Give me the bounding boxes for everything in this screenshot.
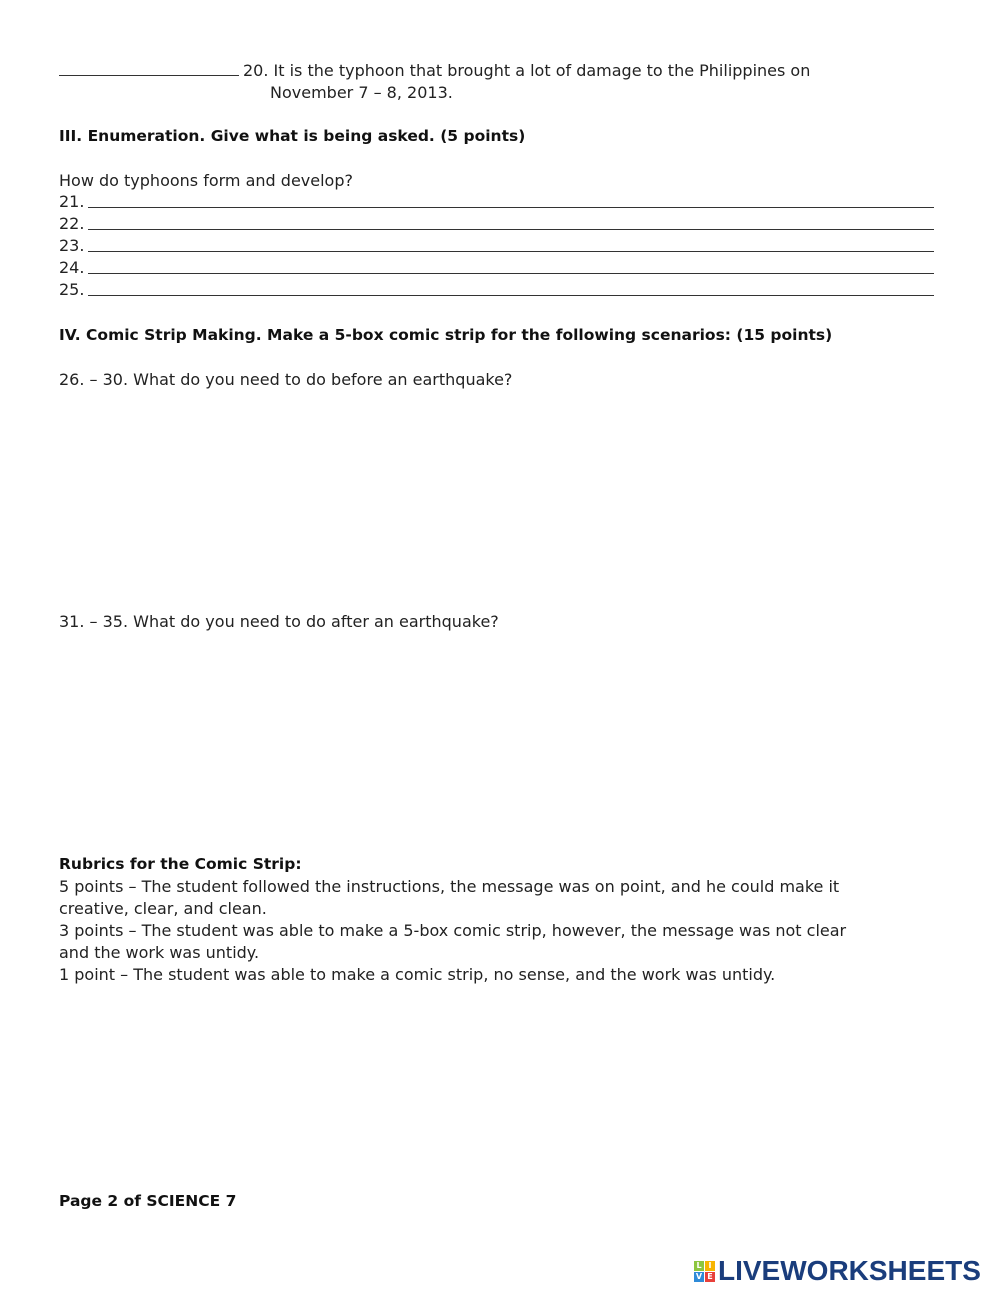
question-20-text: 20. It is the typhoon that brought a lot of damage to the Philippines on <box>243 61 811 80</box>
answer-row-23 <box>59 233 934 255</box>
logo-tile: L <box>694 1261 704 1271</box>
rubric-line: 5 points – The student followed the instructions, the message was on point, and he could make it <box>59 877 840 896</box>
rubrics-list <box>59 876 939 986</box>
answer-line-21[interactable] <box>88 207 934 208</box>
answer-line-22[interactable] <box>88 229 934 230</box>
comic-prompt-before: 26. – 30. What do you need to do before an earthquake? <box>59 370 513 389</box>
item-number: 24. <box>59 258 85 277</box>
item-number: 23. <box>59 236 85 255</box>
question-20 <box>59 61 810 80</box>
rubric-line: and the work was untidy. <box>59 943 260 962</box>
answer-row-25 <box>59 277 934 299</box>
answer-row-24 <box>59 255 934 277</box>
section-3-title: III. Enumeration. Give what is being asked. (5 points) <box>59 127 526 145</box>
answer-line-24[interactable] <box>88 273 934 274</box>
rubric-line: creative, clear, and clean. <box>59 899 267 918</box>
comic-prompt-after: 31. – 35. What do you need to do after an earthquake? <box>59 612 499 631</box>
answer-row-21 <box>59 189 934 211</box>
logo-tile: E <box>705 1272 715 1282</box>
section-4-title: IV. Comic Strip Making. Make a 5-box comic strip for the following scenarios: (15 points) <box>59 326 833 344</box>
liveworksheets-logo <box>694 1255 981 1287</box>
rubric-line: 1 point – The student was able to make a comic strip, no sense, and the work was untidy. <box>59 965 776 984</box>
page-footer: Page 2 of SCIENCE 7 <box>59 1192 237 1210</box>
item-number: 22. <box>59 214 85 233</box>
rubrics-title: Rubrics for the Comic Strip: <box>59 855 302 873</box>
item-number: 21. <box>59 192 85 211</box>
section-3-question: How do typhoons form and develop? <box>59 171 353 190</box>
answer-blank-20[interactable] <box>59 61 239 76</box>
rubric-line: 3 points – The student was able to make a 5-box comic strip, however, the message was not clear <box>59 921 847 940</box>
question-20-continuation: November 7 – 8, 2013. <box>270 83 453 102</box>
logo-tile: V <box>695 1271 703 1281</box>
logo-text: LIVEWORKSHEETS <box>718 1255 981 1286</box>
item-number: 25. <box>59 280 85 299</box>
answer-line-25[interactable] <box>88 295 934 296</box>
answer-row-22 <box>59 211 934 233</box>
logo-tiles-icon <box>694 1261 715 1282</box>
answer-line-23[interactable] <box>88 251 934 252</box>
logo-tile: I <box>705 1261 715 1271</box>
